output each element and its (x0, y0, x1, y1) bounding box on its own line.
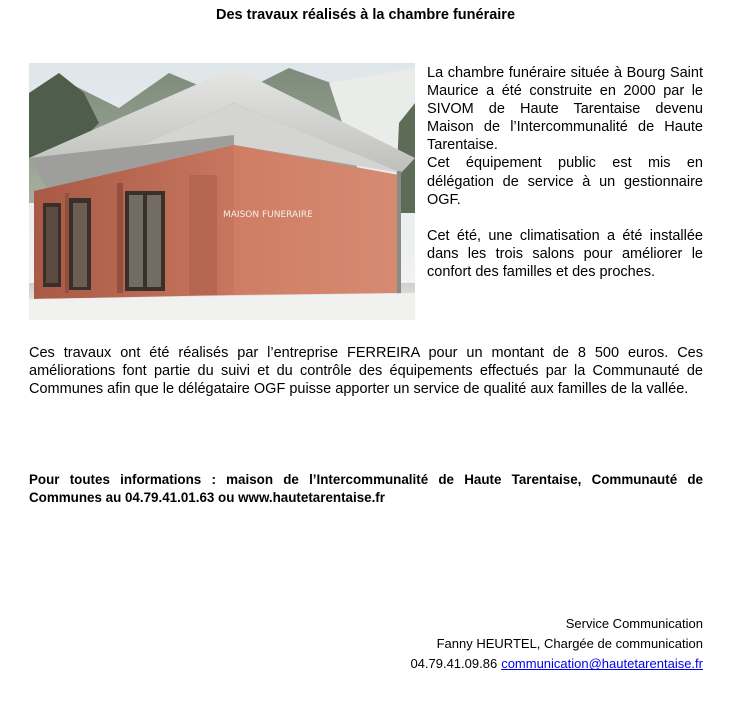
signature-block (303, 614, 703, 675)
signature-service: Service Communication (565, 616, 703, 631)
signature-name: Fanny HEURTEL, Chargée de communication (436, 636, 703, 652)
intro-paragraph-1: La chambre funéraire située à Bourg Saint Maurice a été construite en 2000 par le SIVOM de Haute Tarentaise devenu Maison de l’Intercommunalité de Haute Tarentaise. (427, 65, 703, 154)
contact-info-text: Pour toutes informations : maison de l’Intercommunalité de Haute Tarentaise, Communauté de Communes au 04.79.41.01.63 ou www.hautetarentaise.fr (29, 472, 703, 505)
intro-paragraph-3: Cet été, une climatisation a été installée dans les trois salons pour améliorer le confort des familles et des proches. (427, 227, 703, 280)
page-title: Des travaux réalisés à la chambre funéraire (215, 7, 516, 23)
building-sign: MAISON FUNERAIRE (223, 210, 313, 220)
contact-info (29, 471, 703, 506)
signature-contact-line (303, 654, 703, 674)
funeral-home-photo (29, 63, 415, 320)
intro-paragraph-2: Cet équipement public est mis en délégation de service à un gestionnaire OGF. (427, 155, 703, 208)
email-link[interactable]: communication@hautetarentaise.fr (501, 656, 703, 672)
works-text (29, 344, 703, 399)
works-paragraph: Ces travaux ont été réalisés par l’entreprise FERREIRA pour un montant de 8 500 euros. Ces améliorations font partie du suivi et du contrôle des équipements effectués par la Communauté de Communes afin que le délégataire OGF puisse apporter un service de qualité aux familles de la vallée. (29, 345, 703, 398)
intro-text (427, 64, 703, 281)
signature-phone: 04.79.41.09.86 (410, 656, 498, 672)
